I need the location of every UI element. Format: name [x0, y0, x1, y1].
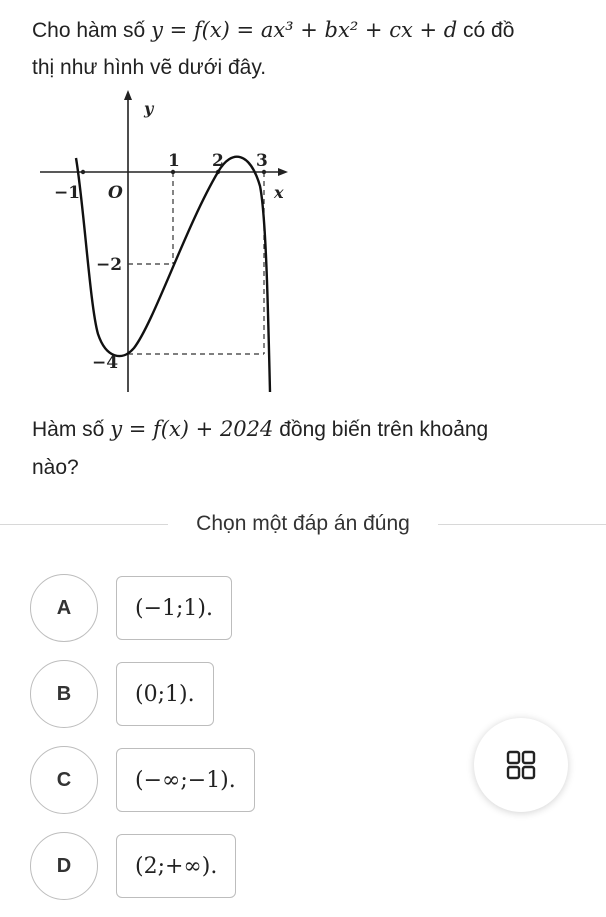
option-d-answer[interactable]: (2;+∞).	[116, 834, 236, 898]
x-axis-arrow	[278, 168, 288, 176]
y-axis-arrow	[124, 90, 132, 100]
option-c-answer[interactable]: (−∞;−1).	[116, 748, 255, 812]
question-line-2: thị như hình vẽ dưới đây.	[32, 56, 267, 79]
instruction-divider	[0, 506, 606, 542]
option-b-letter[interactable]: B	[30, 660, 98, 728]
divider-line-left	[0, 524, 168, 525]
option-d[interactable]	[30, 832, 430, 906]
x-tick-neg1: −1	[54, 183, 81, 203]
option-b-answer[interactable]: (0;1).	[116, 662, 214, 726]
question-grid-button[interactable]	[474, 718, 568, 812]
question-text	[32, 12, 592, 86]
option-a-letter[interactable]: A	[30, 574, 98, 642]
x-tick-2: 2	[212, 151, 224, 171]
divider-line-right	[438, 524, 606, 525]
y-axis-label: y	[144, 99, 154, 118]
option-a-answer[interactable]: (−1;1).	[116, 576, 232, 640]
option-c-letter[interactable]: C	[30, 746, 98, 814]
question-2-line-2: nào?	[32, 456, 79, 479]
function-graph	[36, 86, 296, 398]
y-tick-neg4: −4	[92, 353, 119, 373]
instruction-label: Chọn một đáp án đúng	[196, 512, 410, 535]
grid-icon	[506, 750, 536, 780]
option-a[interactable]	[30, 574, 430, 648]
question-2-prefix: Hàm số	[32, 418, 111, 441]
function-formula: y = f(x) = ax³ + bx² + cx + d	[151, 18, 458, 42]
x-tick-3: 3	[256, 151, 268, 171]
option-c[interactable]	[30, 746, 430, 820]
x-tick-1: 1	[168, 151, 180, 171]
question-2-line-1	[32, 410, 592, 449]
origin-label: O	[108, 183, 123, 203]
y-tick-neg2: −2	[96, 255, 123, 275]
question-prefix: Cho hàm số	[32, 19, 152, 42]
option-d-letter[interactable]: D	[30, 832, 98, 900]
option-b[interactable]	[30, 660, 430, 734]
question-2-text	[32, 410, 592, 487]
tick-dot-neg1	[81, 170, 85, 174]
question-2-suffix: đồng biến trên khoảng	[273, 418, 489, 441]
question-line-1	[32, 12, 592, 49]
x-axis-label: x	[274, 183, 284, 202]
question-suffix: có đồ	[457, 19, 515, 42]
question-2-formula: y = f(x) + 2024	[110, 417, 274, 441]
